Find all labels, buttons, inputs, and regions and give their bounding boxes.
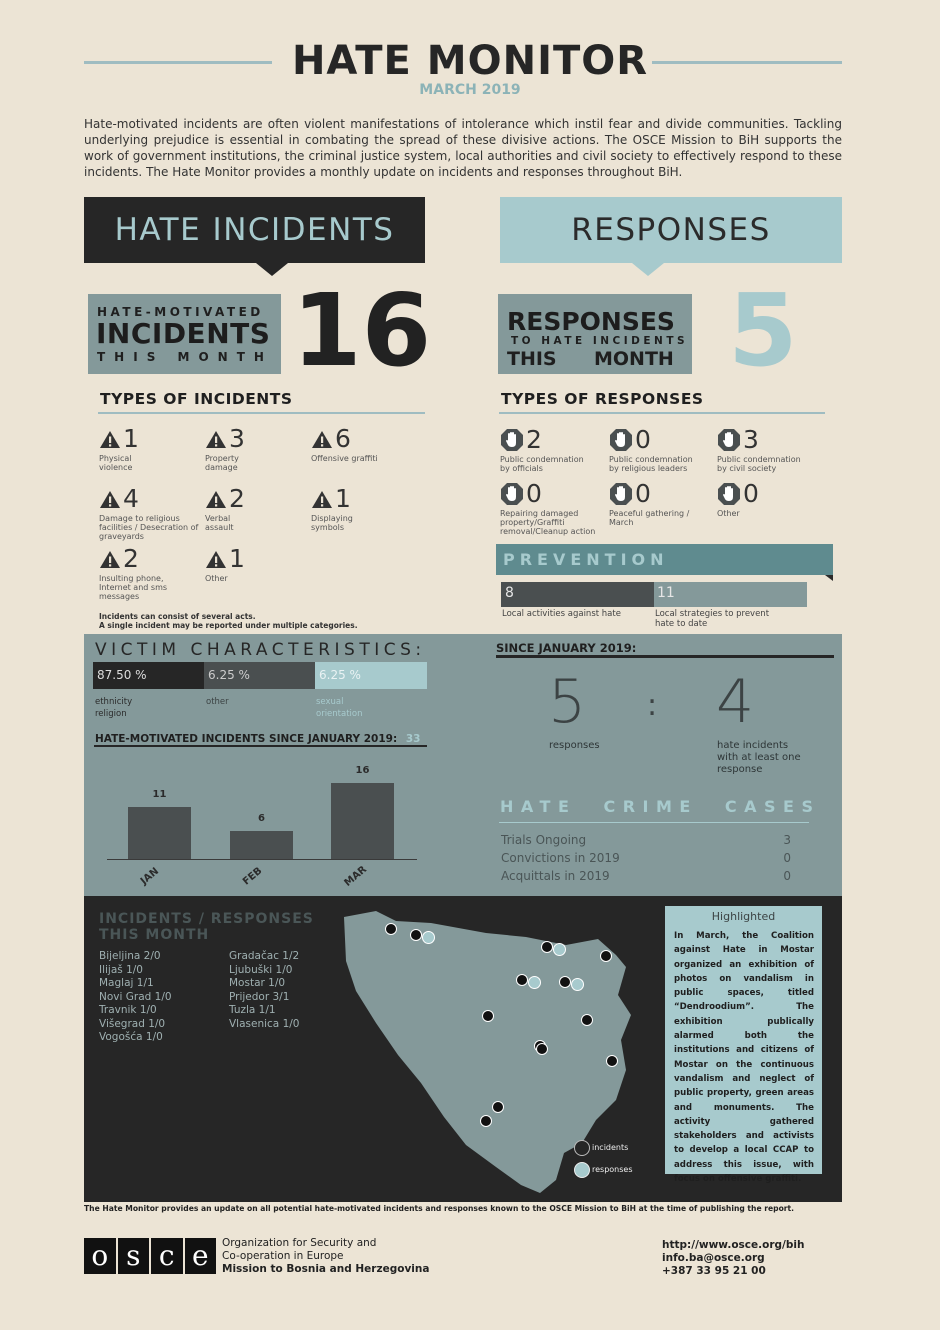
- map-title-line2: THIS MONTH: [99, 927, 210, 943]
- victim-label: ethnicity religion: [95, 697, 133, 719]
- contact-url[interactable]: http://www.osce.org/bih: [662, 1239, 805, 1251]
- responses-count: 5: [728, 272, 798, 389]
- incident-type-label: Damage to religious facilities / Desecration of graveyards: [99, 514, 199, 541]
- victim-bar-value: 6.25 %: [319, 668, 361, 682]
- incident-type-label: Physical violence: [99, 454, 133, 472]
- victim-label: sexual orientation: [316, 697, 363, 719]
- types-of-responses-title: TYPES OF RESPONSES: [501, 390, 704, 408]
- prevention-strategies-label: Local strategies to prevent hate to date: [655, 609, 770, 629]
- incident-type-count: 1: [123, 424, 139, 453]
- city-list-item: Ljubuški 1/0: [229, 963, 293, 976]
- incident-type-count: 1: [335, 484, 351, 513]
- city-list-item: Travnik 1/0: [99, 1004, 157, 1016]
- types-of-incidents-title: TYPES OF INCIDENTS: [100, 390, 293, 408]
- hate-incidents-band: [84, 197, 425, 263]
- hate-crime-label: Trials Ongoing: [501, 833, 587, 847]
- chart-category-label: MAR: [342, 864, 369, 889]
- hate-incidents-band-title: HATE INCIDENTS: [114, 212, 395, 248]
- org-name: [222, 1237, 429, 1276]
- since-january-label: HATE-MOTIVATED INCIDENTS SINCE JANUARY 2019:: [95, 733, 398, 745]
- incidents-count: 16: [292, 272, 432, 389]
- incident-marker: [606, 1055, 618, 1067]
- hate-crime-value: 0: [783, 851, 791, 865]
- hate-crime-label: Acquittals in 2019: [501, 869, 610, 883]
- osce-logo: [84, 1238, 216, 1274]
- page-title: HATE MONITOR: [291, 38, 649, 84]
- since-january-responses-title: SINCE JANUARY 2019:: [496, 641, 637, 655]
- prevention-strategies-value: 11: [657, 585, 675, 601]
- city-list-item: Maglaj 1/1: [99, 977, 154, 989]
- since-january-responses-count: 5: [548, 667, 587, 737]
- stop-hand-icon: [500, 482, 524, 506]
- prevention-strategies-bar: [654, 582, 807, 607]
- warning-icon: [311, 430, 333, 449]
- city-list-item: Novi Grad 1/0: [99, 990, 172, 1003]
- responses-box-line1: RESPONSES: [507, 307, 675, 336]
- incident-type-label: Insulting phone, Internet and sms messages: [99, 574, 168, 601]
- response-marker: [571, 978, 584, 991]
- prevention-title: PREVENTION: [503, 550, 669, 569]
- incident-type-property-damage: [205, 426, 309, 472]
- prevention-activities-bar: [501, 582, 654, 607]
- hate-crime-row: [501, 851, 791, 865]
- response-type-label: Repairing damaged property/Graffiti removal/Cleanup action: [500, 509, 596, 536]
- city-list-item: Ilijaš 1/0: [99, 963, 143, 976]
- footer-disclaimer: The Hate Monitor provides an update on all potential hate-motivated incidents and responses known to the OSCE Mission to BiH at the time of publishing the report.: [84, 1204, 795, 1213]
- monthly-incidents-chart: [94, 755, 427, 890]
- incidents-note-line2: A single incident may be reported under multiple categories.: [99, 621, 358, 630]
- incident-type-count: 2: [229, 484, 245, 513]
- stop-hand-icon: [609, 428, 633, 452]
- since-january-total: 33: [405, 733, 421, 745]
- responses-box-line2: TO HATE INCIDENTS: [511, 335, 689, 347]
- city-list-col1: [99, 950, 172, 1045]
- city-list-item: Višegrad 1/0: [99, 1017, 166, 1030]
- stop-hand-icon: [609, 482, 633, 506]
- responses-band: [500, 197, 842, 263]
- response-type-label: Other: [717, 509, 740, 518]
- warning-icon: [99, 490, 121, 509]
- section-rule: [98, 412, 425, 414]
- bih-map: [336, 905, 666, 1200]
- osce-logo-letter: e: [185, 1238, 217, 1274]
- prevention-fold: [825, 575, 833, 581]
- incident-marker: [581, 1014, 593, 1026]
- incident-type-displaying-symbols: [311, 486, 415, 532]
- victim-label: other: [206, 697, 229, 707]
- map-section-title: [99, 911, 314, 943]
- stop-hand-icon: [717, 428, 741, 452]
- city-list-col2: [229, 950, 299, 1031]
- chart-bar: [128, 807, 191, 859]
- response-marker: [553, 943, 566, 956]
- contact-phone: +387 33 95 21 00: [662, 1265, 766, 1277]
- hate-crime-value: 0: [783, 869, 791, 883]
- since-january-incidents-count: 4: [716, 667, 755, 737]
- incident-type-religious-damage: [99, 486, 203, 541]
- prevention-activities-value: 8: [505, 585, 514, 601]
- chart-baseline: [107, 859, 417, 860]
- incident-type-label: Other: [205, 574, 228, 583]
- incident-type-insulting-messages: [99, 546, 203, 601]
- city-list-item: Mostar 1/0: [229, 977, 286, 989]
- org-line2: Co-operation in Europe: [222, 1250, 344, 1262]
- warning-icon: [205, 490, 227, 509]
- responses-count-box: [498, 294, 692, 374]
- response-type-religious-leaders: [609, 427, 713, 473]
- incident-type-verbal-assault: [205, 486, 309, 532]
- hate-crime-row: [501, 833, 791, 847]
- legend-incidents-label: incidents: [592, 1143, 629, 1152]
- intro-text: Hate-motivated incidents are often violent manifestations of intolerance which instil fear and divide communities. Tackling underlying prejudice is essential in combating the spread of these divisive actions. The OSCE Mission to BiH supports the work of government institutions, the criminal justice system, local authorities and civil society to effectively respond to these incidents. The Hate Monitor provides a monthly update on incidents and responses throughout BiH.: [84, 117, 842, 179]
- band-notch: [256, 263, 288, 276]
- response-type-count: 0: [635, 479, 651, 508]
- city-list-item: Vlasenica 1/0: [229, 1017, 300, 1030]
- incident-type-count: 1: [229, 544, 245, 573]
- org-line3: Mission to Bosnia and Herzegovina: [222, 1263, 430, 1275]
- hate-crime-label: Convictions in 2019: [501, 851, 620, 865]
- response-type-label: Public condemnation by officials: [500, 455, 584, 473]
- since-january-title: [95, 733, 420, 745]
- incident-marker: [536, 1043, 548, 1055]
- responses-box-line3b: MONTH: [594, 348, 674, 370]
- hate-crime-title: HATE CRIME CASES: [500, 797, 821, 816]
- map-title-line1: INCIDENTS / RESPONSES: [99, 911, 314, 927]
- incidents-box-line2: INCIDENTS: [96, 317, 271, 350]
- city-list-item: Vogošća 1/0: [99, 1031, 163, 1043]
- incident-marker: [480, 1115, 492, 1127]
- response-marker: [422, 931, 435, 944]
- response-type-label: Public condemnation by religious leaders: [609, 455, 693, 473]
- city-list-item: Bijeljina 2/0: [99, 950, 161, 962]
- band-notch: [632, 263, 664, 276]
- warning-icon: [99, 430, 121, 449]
- response-marker: [528, 976, 541, 989]
- osce-logo-letter: s: [118, 1238, 150, 1274]
- incidents-note-line1: Incidents can consist of several acts.: [99, 612, 256, 621]
- incident-type-label: Property damage: [205, 454, 239, 472]
- osce-logo-letter: c: [151, 1238, 183, 1274]
- response-type-count: 2: [526, 425, 542, 454]
- victim-bar-sexual-orientation: [315, 662, 427, 689]
- incident-type-label: Offensive graffiti: [311, 454, 378, 463]
- incident-marker: [516, 974, 528, 986]
- incident-type-label: Verbal assault: [205, 514, 234, 532]
- warning-icon: [205, 550, 227, 569]
- victim-bar-value: 87.50 %: [97, 668, 147, 682]
- incident-type-label: Displaying symbols: [311, 514, 353, 532]
- contact-info: [662, 1239, 804, 1278]
- response-type-count: 0: [635, 425, 651, 454]
- since-january-responses-label: responses: [549, 740, 600, 751]
- section-rule: [499, 412, 825, 414]
- highlighted-title: Highlighted: [711, 910, 776, 923]
- since-january-incidents-label: hate incidents with at least one response: [717, 740, 801, 775]
- victim-bar-other: [204, 662, 315, 689]
- section-rule: [499, 822, 809, 823]
- city-list-item: Prijedor 3/1: [229, 990, 290, 1003]
- incident-type-count: 2: [123, 544, 139, 573]
- victim-bar-ethnicity: [93, 662, 204, 689]
- incident-marker: [559, 976, 571, 988]
- stop-hand-icon: [717, 482, 741, 506]
- incident-marker: [482, 1010, 494, 1022]
- city-list-item: Gradačac 1/2: [229, 950, 300, 962]
- incident-type-physical-violence: [99, 426, 203, 472]
- response-type-count: 0: [743, 479, 759, 508]
- response-type-count: 0: [526, 479, 542, 508]
- city-list-item: Tuzla 1/1: [229, 1004, 276, 1016]
- victim-bar-value: 6.25 %: [208, 668, 250, 682]
- chart-data-label: 6: [258, 812, 265, 824]
- incidents-count-box: [88, 294, 281, 374]
- page-subtitle: MARCH 2019: [419, 82, 521, 98]
- contact-email[interactable]: info.ba@osce.org: [662, 1252, 765, 1264]
- incidents-box-line3: THIS MONTH: [97, 350, 273, 364]
- legend-responses-label: responses: [592, 1165, 633, 1174]
- hate-crime-row: [501, 869, 791, 883]
- highlighted-text: In March, the Coalition against Hate in Mostar organized an exhibition of photos on vandalism in public spaces, titled “Dendroodium”. The exhibition publically alarmed both the institutions and citizens of Mostar on the continuous vandalism and neglect of public property, green areas and monuments. The activity gathered stakeholders and activists to develop a local CCAP to address this issue, with focus on offensive graffiti.: [674, 931, 814, 1185]
- stop-hand-icon: [500, 428, 524, 452]
- section-rule: [496, 655, 834, 658]
- victim-characteristics-title: VICTIM CHARACTERISTICS:: [95, 640, 426, 660]
- chart-bar: [230, 831, 293, 860]
- legend-incidents-icon: [574, 1140, 590, 1156]
- hate-crime-value: 3: [783, 833, 791, 847]
- responses-box-line3a: THIS: [507, 348, 557, 370]
- warning-icon: [205, 430, 227, 449]
- response-type-count: 3: [743, 425, 759, 454]
- response-type-label: Peaceful gathering / March: [609, 509, 690, 527]
- incident-type-offensive-graffiti: [311, 426, 415, 463]
- section-rule: [94, 745, 427, 747]
- chart-category-label: FEB: [240, 865, 265, 888]
- incidents-note: [99, 612, 358, 630]
- org-line1: Organization for Security and: [222, 1237, 377, 1249]
- chart-data-label: 16: [355, 765, 370, 776]
- legend-responses-icon: [574, 1162, 590, 1178]
- incident-marker: [600, 950, 612, 962]
- incident-type-count: 6: [335, 424, 351, 453]
- incident-marker: [492, 1101, 504, 1113]
- chart-data-label: 11: [152, 788, 167, 800]
- response-type-officials: [500, 427, 604, 473]
- chart-bar: [331, 783, 394, 859]
- responses-band-title: RESPONSES: [571, 212, 771, 248]
- since-january-separator: :: [647, 688, 658, 723]
- response-type-other: [717, 481, 821, 518]
- response-type-label: Public condemnation by civil society: [717, 455, 801, 473]
- incident-marker: [385, 923, 397, 935]
- incidents-box-line1: HATE-MOTIVATED: [97, 305, 264, 319]
- incident-type-other: [205, 546, 309, 583]
- highlighted-box: [665, 906, 822, 1185]
- response-type-peaceful-gathering: [609, 481, 713, 527]
- incident-type-count: 3: [229, 424, 245, 453]
- prevention-activities-label: Local activities against hate: [502, 609, 621, 619]
- warning-icon: [99, 550, 121, 569]
- chart-category-label: JAN: [138, 865, 162, 888]
- incident-marker: [541, 941, 553, 953]
- response-type-civil-society: [717, 427, 821, 473]
- warning-icon: [311, 490, 333, 509]
- response-type-repairing: [500, 481, 604, 536]
- incident-marker: [410, 929, 422, 941]
- incident-type-count: 4: [123, 484, 139, 513]
- prevention-band: [496, 544, 833, 575]
- osce-logo-letter: o: [84, 1238, 116, 1274]
